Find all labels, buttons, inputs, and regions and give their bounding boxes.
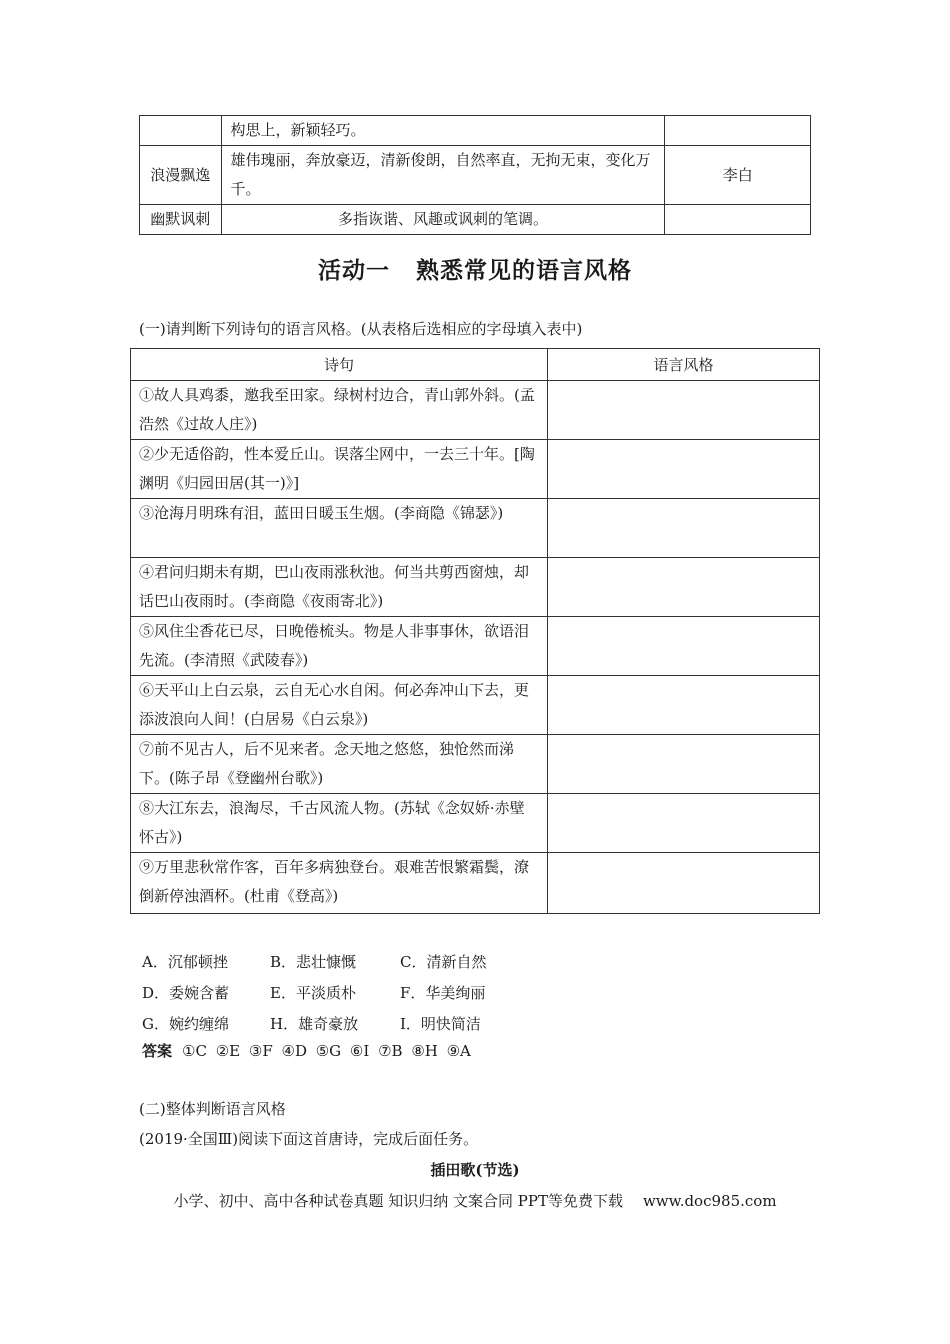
answer-cell[interactable] — [548, 735, 820, 794]
table-row — [131, 676, 820, 735]
option-item: B．悲壮慷慨 — [270, 953, 357, 971]
options-row — [142, 1009, 486, 1040]
answer-cell[interactable] — [548, 499, 820, 558]
style-poet-cell — [665, 116, 811, 146]
table-row — [131, 794, 820, 853]
poem-cell: ④君问归期未有期，巴山夜雨涨秋池。何当共剪西窗烛，却话巴山夜雨时。(李商隐《夜雨寄北》) — [131, 558, 548, 617]
answer-cell[interactable] — [548, 676, 820, 735]
poem-cell: ⑥天平山上白云泉，云自无心水自闲。何必奔冲山下去，更添波浪向人间！(白居易《白云泉》) — [131, 676, 548, 735]
poem-cell: ⑦前不见古人，后不见来者。念天地之悠悠，独怆然而涕下。(陈子昂《登幽州台歌》) — [131, 735, 548, 794]
option-item: H．雄奇豪放 — [270, 1015, 359, 1033]
page-footer — [0, 1190, 950, 1211]
option-item: G．婉约缠绵 — [142, 1015, 229, 1033]
style-name-cell: 幽默讽刺 — [140, 205, 222, 235]
table-header-row — [131, 349, 820, 381]
answer-cell[interactable] — [548, 853, 820, 914]
table-row — [131, 853, 820, 914]
poem-cell: ③沧海月明珠有泪，蓝田日暖玉生烟。(李商隐《锦瑟》) — [131, 499, 548, 558]
answer-cell[interactable] — [548, 440, 820, 499]
table-row — [131, 440, 820, 499]
activity-number: 活动一 — [318, 258, 390, 284]
style-poet-cell — [665, 205, 811, 235]
answer-cell[interactable] — [548, 794, 820, 853]
style-name-cell: 浪漫飘逸 — [140, 146, 222, 205]
poem-cell: ⑨万里悲秋常作客，百年多病独登台。艰难苦恨繁霜鬓，潦倒新停浊酒杯。(杜甫《登高》) — [131, 853, 548, 914]
table-row — [131, 381, 820, 440]
style-name-cell — [140, 116, 222, 146]
column-header-style: 语言风格 — [548, 349, 820, 381]
activity-heading — [0, 252, 950, 285]
poem-cell: ②少无适俗韵，性本爱丘山。误落尘网中，一去三十年。[陶渊明《归园田居(其一)》] — [131, 440, 548, 499]
style-options — [142, 947, 486, 1040]
poem-cell: ⑤风住尘香花已尽，日晚倦梳头。物是人非事事休，欲语泪先流。(李清照《武陵春》) — [131, 617, 548, 676]
answer-line — [142, 1039, 471, 1063]
table-row — [131, 499, 820, 558]
poem-style-table — [130, 348, 820, 914]
style-table-row — [140, 146, 811, 205]
activity-name: 熟悉常见的语言风格 — [416, 258, 632, 284]
options-row — [142, 947, 486, 978]
option-item: C．清新自然 — [400, 953, 487, 971]
table-row — [131, 617, 820, 676]
exam-instruction: (2019·全国Ⅲ)阅读下面这首唐诗，完成后面任务。 — [139, 1130, 479, 1148]
option-item: D．委婉含蓄 — [142, 984, 230, 1002]
style-table-row — [140, 205, 811, 235]
answer-text: ①C ②E ③F ④D ⑤G ⑥I ⑦B ⑧H ⑨A — [182, 1042, 471, 1060]
table-row — [131, 735, 820, 794]
options-row — [142, 978, 486, 1009]
footer-site-link[interactable]: www.doc985.com — [642, 1192, 777, 1210]
style-description-cell: 构思上，新颖轻巧。 — [221, 116, 665, 146]
answer-cell[interactable] — [548, 617, 820, 676]
option-item: I．明快简洁 — [400, 1015, 481, 1033]
style-description-cell: 多指诙谐、风趣或讽刺的笔调。 — [221, 205, 665, 235]
footer-text: 小学、初中、高中各种试卷真题 知识归纳 文案合同 PPT等免费下载 — [173, 1192, 623, 1210]
option-item: F．华美绚丽 — [400, 984, 486, 1002]
table-row — [131, 558, 820, 617]
poem-cell: ①故人具鸡黍，邀我至田家。绿树村边合，青山郭外斜。(孟浩然《过故人庄》) — [131, 381, 548, 440]
answer-cell[interactable] — [548, 558, 820, 617]
option-item: A．沉郁顿挫 — [142, 953, 228, 971]
part2-title: (二)整体判断语言风格 — [139, 1100, 286, 1118]
answer-label: 答案 — [142, 1042, 173, 1060]
answer-cell[interactable] — [548, 381, 820, 440]
poem-title: 插田歌(节选) — [430, 1161, 520, 1179]
style-description-cell: 雄伟瑰丽，奔放豪迈，清新俊朗，自然率直，无拘无束，变化万千。 — [221, 146, 665, 205]
language-style-table — [139, 115, 811, 235]
style-poet-cell: 李白 — [665, 146, 811, 205]
option-item: E．平淡质朴 — [270, 984, 356, 1002]
poem-cell: ⑧大江东去，浪淘尽，千古风流人物。(苏轼《念奴娇·赤壁怀古》) — [131, 794, 548, 853]
part1-instruction: (一)请判断下列诗句的语言风格。(从表格后选相应的字母填入表中) — [139, 320, 583, 338]
style-table-row — [140, 116, 811, 146]
column-header-poem: 诗句 — [131, 349, 548, 381]
